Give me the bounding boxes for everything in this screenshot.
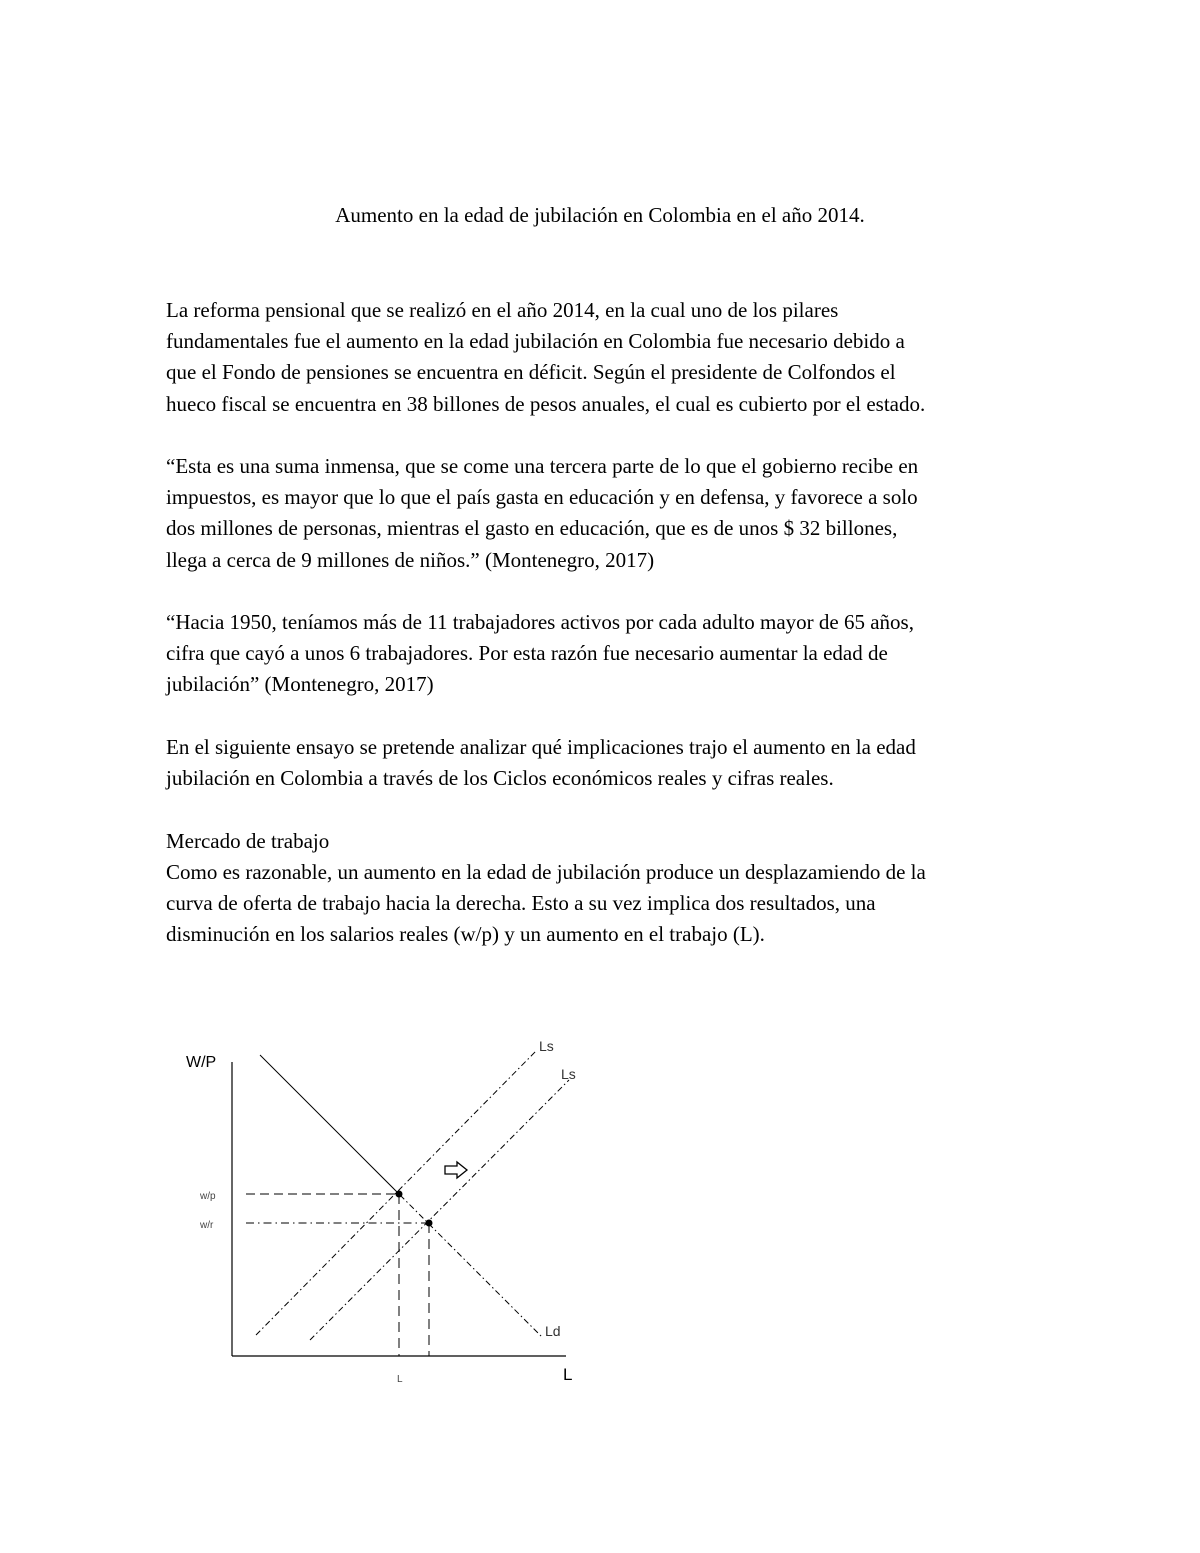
text-line: fundamentales fue el aumento en la edad jubilación en Colombia fue necesario debido a [166,329,905,354]
text-line: llega a cerca de 9 millones de niños.” (Montenegro, 2017) [166,547,655,572]
equilibrium-point-1 [396,1191,402,1197]
text-line: jubilación en Colombia a través de los Ciclos económicos reales y cifras reales. [166,766,834,791]
text-line: disminución en los salarios reales (w/p) y un aumento en el trabajo (L). [166,922,765,947]
wage-label-2: w/r [200,1220,214,1231]
labor-label: L [397,1374,403,1385]
text-line: “Esta es una suma inmensa, que se come una tercera parte de lo que el gobierno recibe en [166,454,919,478]
text-line: hueco fiscal se encuentra en 38 billones de pesos anuales, el cual es cubierto por el estado. [166,391,926,416]
x-axis-label: L [563,1365,573,1384]
right-arrow-icon [445,1162,467,1178]
text-line: En el siguiente ensayo se pretende analizar qué implicaciones trajo el aumento en la edad [166,735,916,759]
section-heading: Mercado de trabajo [166,829,330,853]
text-line: curva de oferta de trabajo hacia la derecha. Esto a su vez implica dos resultados, una [166,891,876,916]
demand-curve-ld [260,1055,400,1195]
wage-label-1: w/p [200,1191,216,1202]
demand-curve-ld-lower [400,1195,542,1337]
equilibrium-point-2 [426,1220,432,1226]
text-line: que el Fondo de pensiones se encuentra en déficit. Según el presidente de Colfondos el [166,360,896,385]
text-line: jubilación” (Montenegro, 2017) [166,672,434,697]
supply-label-1: Ls [539,1038,554,1054]
text-line: dos millones de personas, mientras el gasto en educación, que es de unos $ 32 billones, [166,516,898,541]
labor-market-diagram [180,1025,600,1395]
paragraph-pension-reform [166,295,1046,420]
demand-label: Ld [545,1323,561,1339]
paragraph-essay-intro [166,732,1046,794]
y-axis-label: W/P [186,1054,217,1071]
text-line: impuestos, es mayor que lo que el país gasta en educación y en defensa, y favorece a solo [166,485,918,510]
text-line: “Hacia 1950, teníamos más de 11 trabajadores activos por cada adulto mayor de 65 años, [166,610,914,634]
document-title: Aumento en la edad de jubilación en Colombia en el año 2014. [335,203,865,227]
text-line: La reforma pensional que se realizó en el año 2014, en la cual uno de los pilares [166,298,839,322]
paragraph-quote-fiscal [166,451,1046,576]
text-line: Como es razonable, un aumento en la edad de jubilación produce un desplazamiendo de la [166,860,926,884]
text-line: cifra que cayó a unos 6 trabajadores. Por esta razón fue necesario aumentar la edad de [166,641,888,666]
paragraph-quote-workers [166,607,1046,701]
supply-label-2: Ls [561,1066,576,1082]
paragraph-labor-market [166,857,1046,951]
supply-curve-ls-shifted [310,1080,569,1340]
